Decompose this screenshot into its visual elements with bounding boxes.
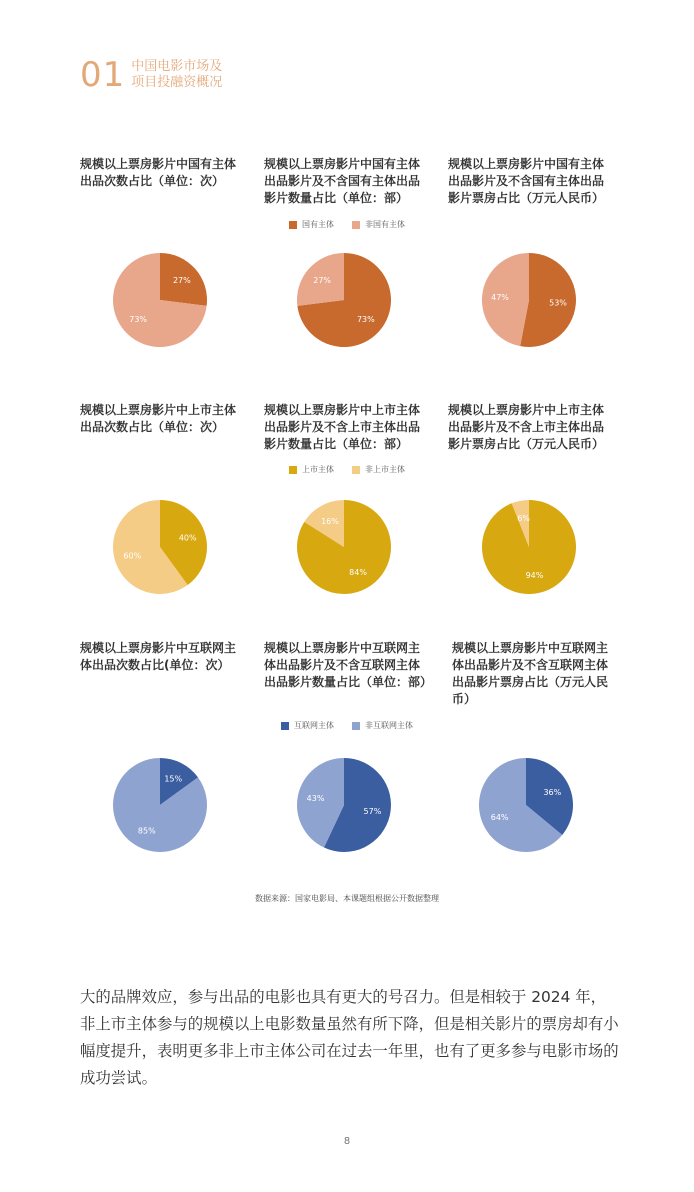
chart-title-1: 规模以上票房影片中国有主体出品次数占比（单位：次） xyxy=(80,157,237,188)
legend-label: 国有主体 xyxy=(302,220,334,229)
chart-title-2: 规模以上票房影片中国有主体出品影片及不含国有主体出品影片数量占比（单位：部） xyxy=(264,157,421,205)
chart-title-5: 规模以上票房影片中上市主体出品影片及不含上市主体出品影片数量占比（单位：部） xyxy=(264,403,421,451)
legend-row-2 xyxy=(0,464,694,475)
pie-chart-2 xyxy=(294,250,394,350)
legend-label: 上市主体 xyxy=(302,465,334,474)
pie-slice-label-1: 36% xyxy=(543,788,562,798)
pie-slice-label-2: 6% xyxy=(517,513,530,523)
legend-swatch xyxy=(352,722,360,730)
pie-slice-label-2: 60% xyxy=(123,551,142,561)
pie-chart-9 xyxy=(476,755,576,855)
pie-slice-label-2: 47% xyxy=(491,292,509,302)
section-title xyxy=(131,59,222,91)
pie-slice-label-2: 16% xyxy=(321,516,339,526)
pie-chart-8 xyxy=(294,755,394,855)
legend-item-listed xyxy=(289,464,334,475)
legend-swatch xyxy=(289,221,297,229)
legend-item-non-internet xyxy=(352,720,413,731)
pie-slice-label-2: 85% xyxy=(137,826,156,836)
chart-title-6: 规模以上票房影片中上市主体出品影片及不含上市主体出品影片票房占比（万元人民币） xyxy=(448,403,605,451)
legend-item-internet xyxy=(281,720,334,731)
legend-swatch xyxy=(289,466,297,474)
pie-slice-label-2: 73% xyxy=(129,314,148,324)
data-source-note: 数据来源：国家电影局、本课题组根据公开数据整理 xyxy=(255,894,439,903)
section-header xyxy=(80,55,223,95)
legend-label: 非上市主体 xyxy=(365,465,405,474)
legend-label: 非互联网主体 xyxy=(365,721,413,730)
legend-label: 互联网主体 xyxy=(294,721,334,730)
pie-slice-label-1: 57% xyxy=(363,806,382,816)
legend-item-non-state-owned xyxy=(352,219,405,230)
pie-slice-label-1: 40% xyxy=(178,533,197,543)
pie-slice-label-1: 84% xyxy=(349,568,367,578)
pie-chart-3 xyxy=(479,250,579,350)
chart-title-7: 规模以上票房影片中互联网主体出品次数占比(单位：次） xyxy=(80,641,237,672)
legend-item-non-listed xyxy=(352,464,405,475)
legend-item-state-owned xyxy=(289,219,334,230)
pie-slice-label-1: 73% xyxy=(356,314,375,324)
pie-slice-label-1: 94% xyxy=(525,571,544,581)
legend-swatch xyxy=(352,466,360,474)
pie-slice-label-2: 27% xyxy=(313,276,332,286)
chart-title-8: 规模以上票房影片中互联网主体出品影片及不含互联网主体出品影片数量占比（单位：部） xyxy=(264,641,433,689)
legend-row-3 xyxy=(0,720,694,731)
legend-swatch xyxy=(281,722,289,730)
chart-title-3: 规模以上票房影片中国有主体出品影片及不含国有主体出品影片票房占比（万元人民币） xyxy=(448,157,605,205)
legend-row-1 xyxy=(0,219,694,230)
pie-chart-6 xyxy=(479,497,579,597)
section-number: 01 xyxy=(80,55,126,95)
page-number: 8 xyxy=(343,1136,351,1147)
pie-chart-7 xyxy=(110,755,210,855)
pie-slice-label-1: 15% xyxy=(164,774,183,784)
body-paragraph xyxy=(80,984,620,1092)
body-paragraph-text: 大的品牌效应，参与出品的电影也具有更大的号召力。但是相较于 2024 年，非上市主体参与的规模以上电影数量虽然有所下降，但是相关影片的票房却有小幅度提升，表明更多非上市主体公司在过去一年里，也有了更多参与电影市场的成功尝试。 xyxy=(80,988,619,1087)
legend-label: 非国有主体 xyxy=(365,220,405,229)
pie-chart-5 xyxy=(294,497,394,597)
chart-title-4: 规模以上票房影片中上市主体出品次数占比（单位：次） xyxy=(80,403,237,434)
pie-chart-1 xyxy=(110,250,210,350)
pie-slice-label-1: 27% xyxy=(172,276,191,286)
section-title-line1: 中国电影市场及 xyxy=(131,59,223,74)
pie-slice-label-1: 53% xyxy=(549,298,567,308)
section-title-line2: 项目投融资概况 xyxy=(131,75,223,90)
pie-slice-label-2: 64% xyxy=(490,812,509,822)
pie-slice-label-2: 43% xyxy=(306,794,325,804)
legend-swatch xyxy=(352,221,360,229)
pie-chart-4 xyxy=(110,497,210,597)
chart-title-9: 规模以上票房影片中互联网主体出品影片及不含互联网主体出品影片票房占比（万元人民币） xyxy=(452,641,609,706)
